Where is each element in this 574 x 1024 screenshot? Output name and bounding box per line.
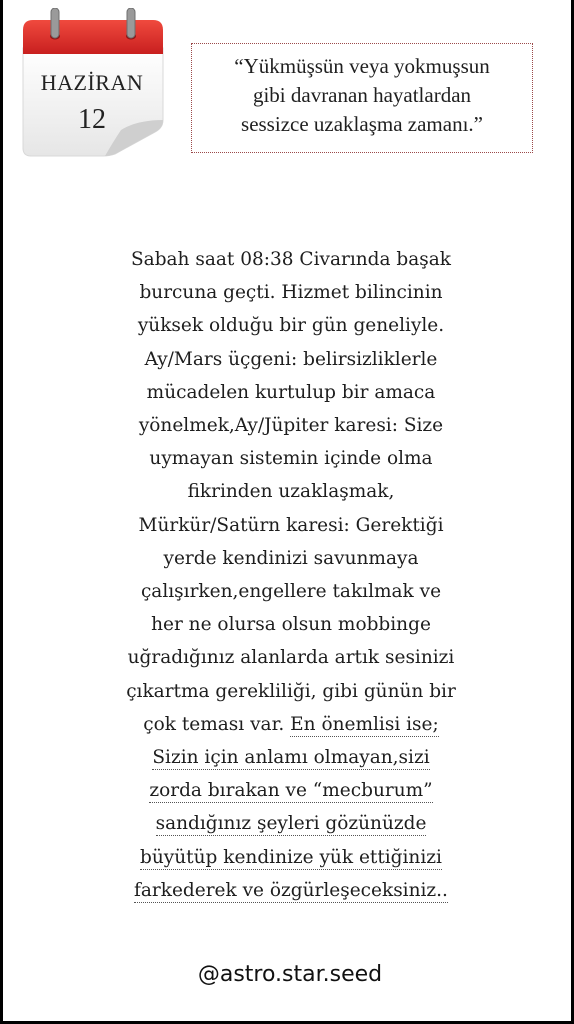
- text-line: burcuna geçti. Hizmet bilincinin: [139, 282, 443, 304]
- underlined-text: sandığınız şeyleri gözünüzde: [155, 813, 427, 835]
- text-line-mixed: [93, 708, 489, 741]
- text-line: mücadelen kurtulup bir amaca: [146, 381, 436, 403]
- text-line: yüksek olduğu bir gün geneliyle.: [137, 315, 445, 337]
- horoscope-text: [93, 243, 489, 907]
- quote-box: [191, 43, 533, 153]
- text-line: fikrinden uzaklaşmak,: [187, 481, 395, 503]
- underlined-text: büyütüp kendinize yük ettiğinizi: [140, 846, 442, 868]
- text-line: uğradığınız alanlarda artık sesinizi: [127, 647, 455, 669]
- quote-line: sessizce uzaklaşma zamanı.”: [241, 112, 483, 136]
- calendar-icon: [17, 8, 169, 158]
- underlined-text: zorda bırakan ve “mecburum”: [149, 780, 433, 802]
- underlined-text: En önemlisi ise;: [290, 713, 439, 735]
- text-line: yönelmek,Ay/Jüpiter karesi: Size: [138, 415, 444, 437]
- quote-line: “Yükmüşsün veya yokmuşsun: [234, 54, 490, 78]
- underlined-text: Sizin için anlamı olmayan,sizi: [152, 747, 430, 769]
- text-line: yerde kendinizi savunmaya: [163, 547, 419, 569]
- text-line: Mürkür/Satürn karesi: Gerektiği: [138, 514, 444, 536]
- text-line: çıkartma gerekliliği, gibi günün bir: [126, 680, 456, 702]
- text-segment: çok teması var.: [143, 713, 285, 735]
- quote-line: gibi davranan hayatlardan: [252, 83, 472, 107]
- text-line: uymayan sistemin içinde olma: [149, 448, 433, 470]
- instagram-handle[interactable]: @astro.star.seed: [197, 962, 383, 987]
- text-line: her ne olursa olsun mobbinge: [151, 614, 431, 636]
- text-line: Ay/Mars üçgeni: belirsizliklerle: [144, 348, 438, 370]
- calendar-month: HAZİRAN: [40, 70, 144, 95]
- text-line: çalışırken,engellere takılmak ve: [140, 581, 442, 603]
- text-line: Sabah saat 08:38 Civarında başak: [130, 249, 452, 270]
- underlined-text: farkederek ve özgürleşeceksiniz..: [134, 879, 448, 901]
- calendar-day: 12: [78, 104, 106, 135]
